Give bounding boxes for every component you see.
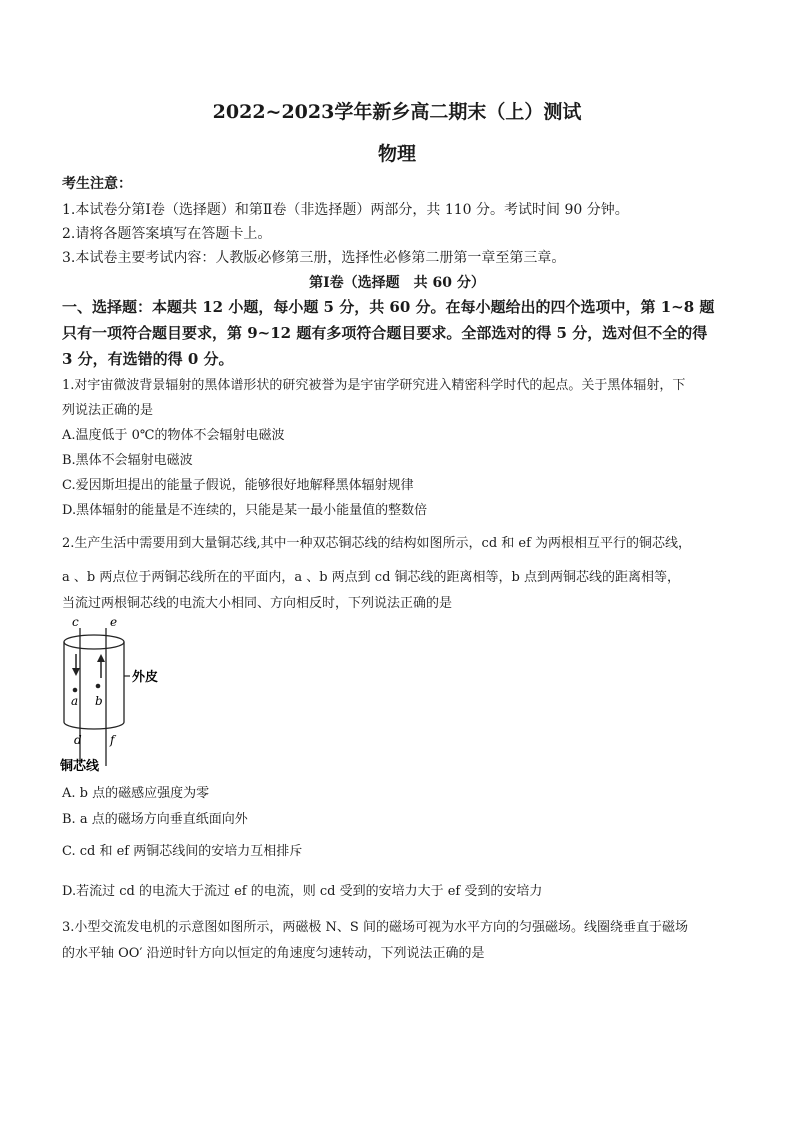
- label-copper-core: 铜芯线: [60, 759, 100, 774]
- part1-heading: 第Ⅰ卷（选择题 共 60 分）: [309, 275, 485, 291]
- subject-title: 物理: [377, 143, 416, 165]
- notice-heading: 考生注意：: [62, 176, 132, 192]
- option-d: D.黑体辐射的能量是不连续的，只能是某一最小能量值的整数倍: [62, 503, 428, 518]
- section-instruction: 一、选择题：本题共 12 小题，每小题 5 分，共 60 分。在每小题给出的四个选项中，第 1~8 题: [62, 298, 715, 316]
- question-stem: 1.对宇宙微波背景辐射的黑体谱形状的研究被誉为是宇宙学研究进入精密科学时代的起点。关于黑体辐射，下: [62, 378, 686, 393]
- label-c: c: [72, 615, 79, 629]
- label-e: e: [110, 615, 118, 629]
- question-stem: 3.小型交流发电机的示意图如图所示，两磁极 N、S 间的磁场可视为水平方向的匀强磁场。线圈绕垂直于磁场: [62, 920, 688, 935]
- notice-item: 2.请将各题答案填写在答题卡上。: [62, 226, 272, 242]
- label-outer-sheath: 外皮: [132, 670, 159, 685]
- question-stem: 的水平轴 OO′ 沿逆时针方向以恒定的角速度匀速转动，下列说法正确的是: [62, 946, 485, 961]
- section-instruction: 3 分，有选错的得 0 分。: [62, 350, 234, 368]
- section-instruction: 只有一项符合题目要求，第 9~12 题有多项符合题目要求。全部选对的得 5 分，选对但不全的得: [62, 324, 708, 342]
- option-b: B. a 点的磁场方向垂直纸面向外: [62, 812, 248, 827]
- option-a: A. b 点的磁感应强度为零: [62, 786, 210, 801]
- question-stem: 列说法正确的是: [62, 403, 154, 418]
- option-b: B.黑体不会辐射电磁波: [62, 453, 193, 468]
- label-f: f: [110, 733, 115, 747]
- label-b: b: [95, 694, 103, 708]
- option-c: C.爱因斯坦提出的能量子假说，能够很好地解释黑体辐射规律: [62, 478, 414, 493]
- exam-title: 2022~2023学年新乡高二期末（上）测试: [212, 101, 582, 123]
- question-stem: a 、b 两点位于两铜芯线所在的平面内，a 、b 两点到 cd 铜芯线的距离相等，b 点到两铜芯线的距离相等，: [62, 570, 680, 585]
- option-d: D.若流过 cd 的电流大于流过 ef 的电流，则 cd 受到的安培力大于 ef 受到的安培力: [62, 884, 543, 899]
- copper-wire-figure: [60, 614, 180, 774]
- question-stem: 2.生产生活中需要用到大量铜芯线,其中一种双芯铜芯线的结构如图所示，cd 和 ef 为两根相互平行的铜芯线，: [62, 536, 692, 551]
- option-a: A.温度低于 0℃的物体不会辐射电磁波: [62, 428, 285, 443]
- label-a: a: [71, 694, 79, 708]
- label-d: d: [74, 733, 82, 747]
- option-c: C. cd 和 ef 两铜芯线间的安培力互相排斥: [62, 844, 303, 859]
- notice-item: 1.本试卷分第Ⅰ卷（选择题）和第Ⅱ卷（非选择题）两部分，共 110 分。考试时间 90 分钟。: [62, 202, 629, 218]
- question-stem: 当流过两根铜芯线的电流大小相同、方向相反时，下列说法正确的是: [62, 596, 453, 611]
- notice-item: 3.本试卷主要考试内容：人教版必修第三册，选择性必修第二册第一章至第三章。: [62, 250, 566, 266]
